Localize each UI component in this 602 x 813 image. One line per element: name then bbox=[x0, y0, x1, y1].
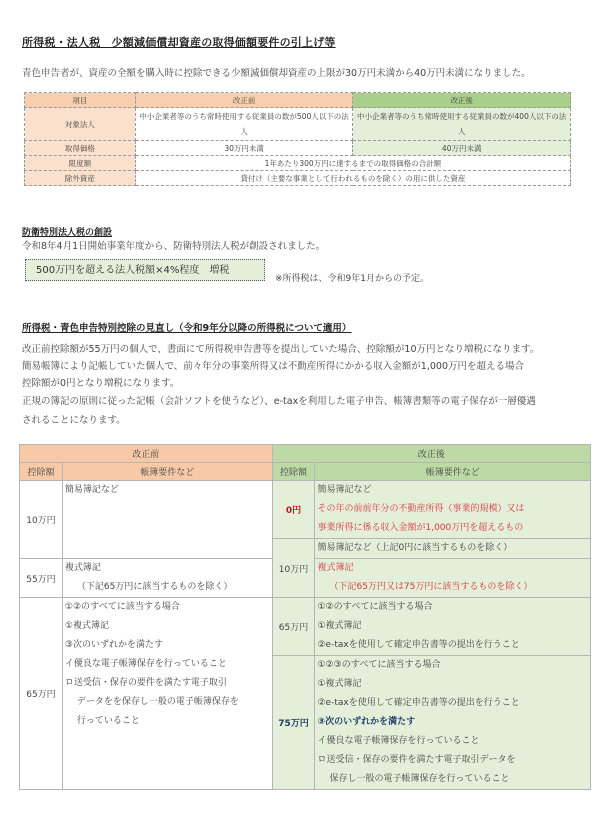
req-line: 簡易簿記など bbox=[64, 485, 119, 495]
req-line: ①②のすべてに該当する場合 bbox=[317, 602, 433, 612]
amount-after: 65万円 bbox=[272, 598, 315, 656]
table-row bbox=[20, 481, 591, 539]
row-after: 中小企業者等のうち常時使用する従業員の数が400人以下の法人 bbox=[353, 108, 571, 141]
table-row bbox=[20, 598, 591, 656]
col-amount-before: 控除額 bbox=[20, 463, 63, 481]
section1-intro: 青色申告者が、資産の全額を購入時に控除できる少額減価償却資産の上限が30万円未満から40万円未満になりました。 bbox=[22, 68, 531, 79]
row-label: 取得価格 bbox=[25, 141, 136, 156]
req-line: 保存し一般の電子帳簿保存を行っていること bbox=[329, 774, 510, 784]
req-after bbox=[315, 598, 591, 656]
req-line: ①②のすべてに該当する場合 bbox=[64, 602, 180, 612]
row-merged: 1年あたり300万円に達するまでの取得価格の合計額 bbox=[135, 156, 570, 171]
amount-value: 75万円 bbox=[278, 719, 309, 729]
section2-title: 防衛特別法人税の創設 bbox=[22, 228, 113, 238]
req-line: ①②③のすべてに該当する場合 bbox=[317, 660, 441, 670]
table-row bbox=[25, 171, 571, 186]
amount-after bbox=[272, 656, 315, 790]
amount-after bbox=[272, 481, 315, 539]
section3-title: 所得税・青色申告特別控除の見直し（令和9年分以降の所得税について適用） bbox=[22, 323, 352, 334]
column-header-row bbox=[20, 463, 591, 481]
req-line: ②e-taxを使用して確定申告書等の提出を行うこと bbox=[317, 698, 520, 708]
header-before: 改正前 bbox=[135, 93, 353, 108]
table-header-row bbox=[25, 93, 571, 108]
req-line: ③次のいずれかを満たす bbox=[64, 640, 163, 650]
req-line: イ優良な電子帳簿保存を行っていること bbox=[64, 659, 227, 669]
blue-return-deduction-table bbox=[19, 444, 591, 790]
section1-title: 所得税・法人税 少額減価償却資産の取得価額要件の引上げ等 bbox=[22, 36, 336, 49]
section3-paragraph: 控除額が0円となり増税になります。 bbox=[22, 378, 180, 389]
row-label: 対象法人 bbox=[25, 108, 136, 141]
req-after bbox=[315, 481, 591, 539]
section2-intro: 令和8年4月1日開始事業年度から、防衛特別法人税が創設されました。 bbox=[22, 241, 326, 252]
row-label: 限度額 bbox=[25, 156, 136, 171]
table-row bbox=[25, 156, 571, 171]
req-line: 複式簿記 bbox=[317, 563, 354, 573]
req-line: 簡易簿記など（上記0円に該当するものを除く） bbox=[317, 543, 513, 553]
amount-before: 55万円 bbox=[20, 559, 63, 598]
section3-paragraph: 改正前控除額が55万円の個人で、書面にて所得税申告書等を提出していた場合、控除額が10万円となり増税になります。 bbox=[22, 344, 540, 355]
req-line: 複式簿記 bbox=[64, 563, 101, 573]
req-line: ①複式簿記 bbox=[317, 679, 362, 689]
amount-before: 10万円 bbox=[20, 481, 63, 559]
table-row bbox=[25, 108, 571, 141]
col-req-before: 帳簿要件など bbox=[62, 463, 272, 481]
section3-paragraph: 簡易帳簿により記帳していた個人で、前々年分の事業所得又は不動産所得にかかる収入金額が1,000万円を超える場合 bbox=[22, 361, 525, 372]
req-after bbox=[315, 559, 591, 598]
req-line: ロ送受信・保存の要件を満たす電子取引データを bbox=[317, 755, 516, 765]
req-line: ロ送受信・保存の要件を満たす電子取引 bbox=[64, 678, 227, 688]
amount-before: 65万円 bbox=[20, 598, 63, 790]
req-after bbox=[315, 656, 591, 790]
req-line: （下記65万円又は75万円に該当するものを除く） bbox=[329, 582, 533, 592]
req-line: 行っていること bbox=[76, 716, 140, 726]
amount-after: 10万円 bbox=[272, 539, 315, 598]
row-label: 除外資産 bbox=[25, 171, 136, 186]
row-before: 30万円未満 bbox=[135, 141, 353, 156]
header-after: 改正後 bbox=[353, 93, 571, 108]
header-after: 改正後 bbox=[272, 445, 590, 463]
req-before bbox=[62, 481, 272, 559]
req-before bbox=[62, 598, 272, 790]
req-before bbox=[62, 559, 272, 598]
req-line: データをを保存し一般の電子帳簿保存を bbox=[76, 697, 239, 707]
req-line: イ優良な電子帳簿保存を行っていること bbox=[317, 736, 480, 746]
req-line: ①複式簿記 bbox=[64, 621, 109, 631]
col-amount-after: 控除額 bbox=[272, 463, 315, 481]
amount-value: 0円 bbox=[285, 506, 302, 516]
row-before: 中小企業者等のうち常時使用する従業員の数が500人以下の法人 bbox=[135, 108, 353, 141]
section3-paragraph: 正規の簿記の原則に従った記帳（会計ソフトを使うなど）、e-taxを利用した電子申告、帳簿書類等の電子保存が一層優遇 bbox=[22, 396, 536, 407]
depreciation-table bbox=[24, 92, 571, 186]
row-after: 40万円未満 bbox=[353, 141, 571, 156]
req-line: その年の前前年分の不動産所得（事業的規模）又は bbox=[317, 504, 525, 514]
req-after bbox=[315, 539, 591, 559]
req-line: ①複式簿記 bbox=[317, 621, 362, 631]
row-merged: 貸付け（主要な事業として行われるものを除く）の用に供した資産 bbox=[135, 171, 570, 186]
header-item: 項目 bbox=[25, 93, 136, 108]
section3-paragraph: されることになります。 bbox=[22, 415, 126, 426]
req-line: 事業所得に係る収入金額が1,000万円を超えるもの bbox=[317, 523, 524, 533]
header-before: 改正前 bbox=[20, 445, 273, 463]
col-req-after: 帳簿要件など bbox=[315, 463, 591, 481]
req-line: 簡易簿記など bbox=[317, 485, 372, 495]
group-header-row bbox=[20, 445, 591, 463]
section2-note: ※所得税は、令和9年1月からの予定。 bbox=[275, 274, 429, 284]
req-line: （下記65万円に該当するものを除く） bbox=[76, 582, 233, 592]
req-line: ③次のいずれかを満たす bbox=[317, 717, 416, 727]
table-row bbox=[25, 141, 571, 156]
tax-increase-box: 500万円を超える法人税額×4%程度 増税 bbox=[25, 259, 265, 281]
req-line: ②e-taxを使用して確定申告書等の提出を行うこと bbox=[317, 640, 520, 650]
